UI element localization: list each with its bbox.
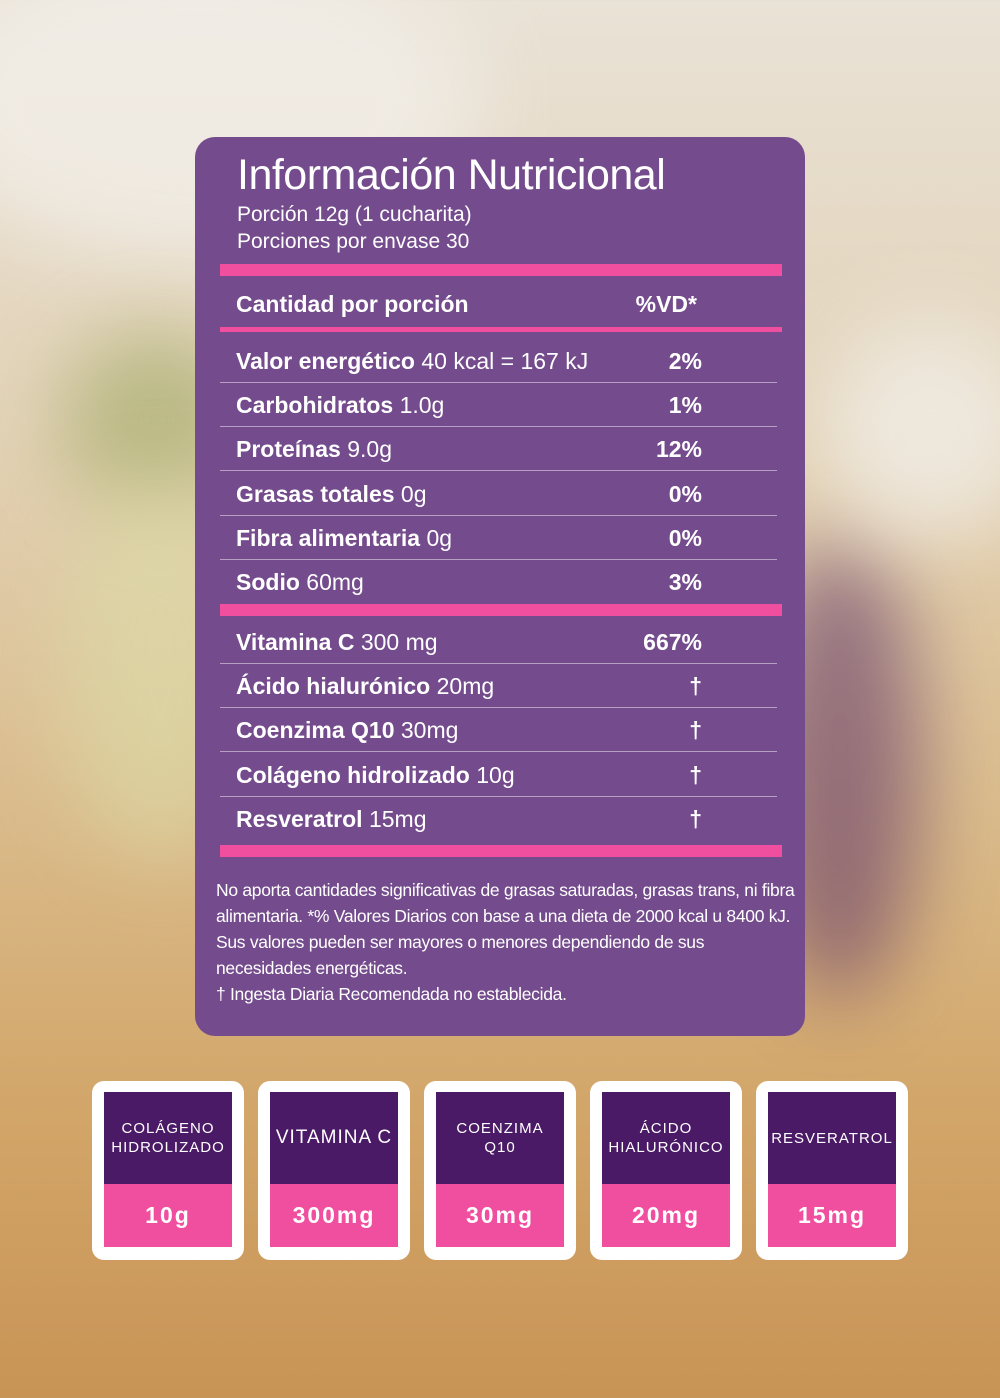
- table-row: [220, 620, 777, 664]
- nutrient-vd: 12%: [655, 436, 702, 463]
- nutrient-vd: †: [689, 673, 702, 700]
- portion-size: Porción 12g (1 cucharita): [237, 203, 472, 226]
- footnote-dagger: † Ingesta Diaria Recomendada no establecida.: [216, 984, 567, 1004]
- nutrient-vd: 2%: [668, 348, 702, 374]
- nutrient-amount: 15mg: [368, 805, 427, 832]
- nutrient-label: [236, 717, 458, 744]
- nutrient-amount: 10g: [476, 761, 515, 788]
- nutrient-name: Grasas totales: [236, 480, 395, 507]
- ingredient-card-label: [104, 1092, 232, 1184]
- nutrient-label: [236, 673, 494, 700]
- nutrient-label: [236, 629, 438, 656]
- ingredient-card: [258, 1081, 410, 1260]
- nutrient-vd: 0%: [668, 480, 702, 507]
- nutrient-name: Colágeno hidrolizado: [236, 761, 470, 788]
- ingredient-name: ÁCIDO HIALURÓNICO: [608, 1120, 724, 1156]
- background-blur-white: [820, 320, 1000, 540]
- nutrient-amount: 20mg: [436, 673, 495, 700]
- divider-bar: [220, 845, 782, 857]
- nutrient-name: Ácido hialurónico: [236, 673, 431, 700]
- ingredient-card-value: 15mg: [768, 1184, 896, 1247]
- ingredient-card-label: [270, 1092, 398, 1184]
- table-row: [220, 427, 777, 471]
- ingredient-name: VITAMINA C: [275, 1127, 393, 1148]
- ingredient-card-value: 30mg: [436, 1184, 564, 1247]
- nutrient-amount: 30mg: [400, 717, 459, 744]
- nutrient-amount: 9.0g: [347, 436, 392, 463]
- ingredient-name: RESVERATROL: [771, 1129, 893, 1147]
- table-row: [220, 472, 777, 516]
- ingredient-name: COENZIMA Q10: [456, 1120, 544, 1156]
- divider-bar: [220, 264, 782, 276]
- table-row: [220, 339, 777, 383]
- nutrient-label: [236, 481, 427, 508]
- nutrient-amount: 300 mg: [360, 629, 438, 655]
- nutrient-vd: 3%: [668, 569, 702, 595]
- nutrient-label: [236, 348, 588, 375]
- nutrient-amount: 40 kcal = 167 kJ: [421, 348, 589, 374]
- ingredient-card: [92, 1081, 244, 1260]
- divider-bar: [220, 327, 782, 332]
- ingredient-card-label: [436, 1092, 564, 1184]
- footnote: [216, 877, 796, 1007]
- ingredient-card-label: [768, 1092, 896, 1184]
- nutrient-label: [236, 762, 515, 789]
- ingredient-card-label: [602, 1092, 730, 1184]
- nutrient-name: Carbohidratos: [236, 392, 394, 419]
- footnote-text: No aporta cantidades significativas de grasas saturadas, grasas trans, ni fibra alimentaria. *% Valores Diarios con base a una dieta de 2000 kcal u 8400 kJ. Sus valores pueden ser mayores o menores dependiendo de sus necesidades energéticas.: [216, 880, 795, 978]
- divider-bar: [220, 604, 782, 616]
- table-row: [220, 708, 777, 752]
- nutrient-name: Proteínas: [236, 436, 341, 463]
- table-row: [220, 516, 777, 560]
- table-row: [220, 797, 777, 841]
- nutrient-name: Vitamina C: [236, 629, 355, 655]
- nutrient-label: [236, 569, 364, 596]
- nutrient-amount: 0g: [400, 480, 427, 507]
- nutrition-panel: [195, 137, 805, 1036]
- table-row: [220, 383, 777, 427]
- nutrient-vd: 667%: [643, 629, 702, 655]
- header-vd: %VD*: [635, 291, 697, 317]
- nutrient-amount: 60mg: [306, 569, 364, 595]
- ingredient-card: [424, 1081, 576, 1260]
- nutrient-name: Valor energético: [236, 348, 415, 374]
- table-row: [220, 560, 777, 604]
- nutrient-amount: 0g: [426, 524, 453, 551]
- ingredient-card-value: 10g: [104, 1184, 232, 1247]
- ingredient-name: COLÁGENO HIDROLIZADO: [111, 1120, 225, 1156]
- nutrient-amount: 1.0g: [399, 392, 445, 419]
- nutrient-vd: 1%: [668, 392, 702, 419]
- panel-title: Información Nutricional: [237, 151, 666, 199]
- nutrient-vd: †: [689, 717, 702, 744]
- ingredient-card-value: 20mg: [602, 1184, 730, 1247]
- nutrient-name: Coenzima Q10: [236, 717, 395, 744]
- nutrient-label: [236, 436, 392, 463]
- nutrient-vd: †: [689, 805, 702, 832]
- nutrient-name: Resveratrol: [236, 805, 363, 832]
- nutrient-name: Sodio: [236, 569, 300, 595]
- nutrient-vd: †: [689, 761, 702, 788]
- header-label: Cantidad por porción: [236, 291, 469, 317]
- nutrient-label: [236, 392, 444, 419]
- ingredient-card-value: 300mg: [270, 1184, 398, 1247]
- ingredient-card: [590, 1081, 742, 1260]
- nutrient-label: [236, 806, 427, 833]
- nutrient-vd: 0%: [668, 524, 702, 551]
- table-row: [220, 664, 777, 708]
- table-row: [220, 753, 777, 797]
- servings-per-container: Porciones por envase 30: [237, 230, 470, 253]
- nutrient-name: Fibra alimentaria: [236, 524, 421, 551]
- table-header: [220, 282, 777, 326]
- ingredient-card: [756, 1081, 908, 1260]
- nutrient-label: [236, 525, 452, 552]
